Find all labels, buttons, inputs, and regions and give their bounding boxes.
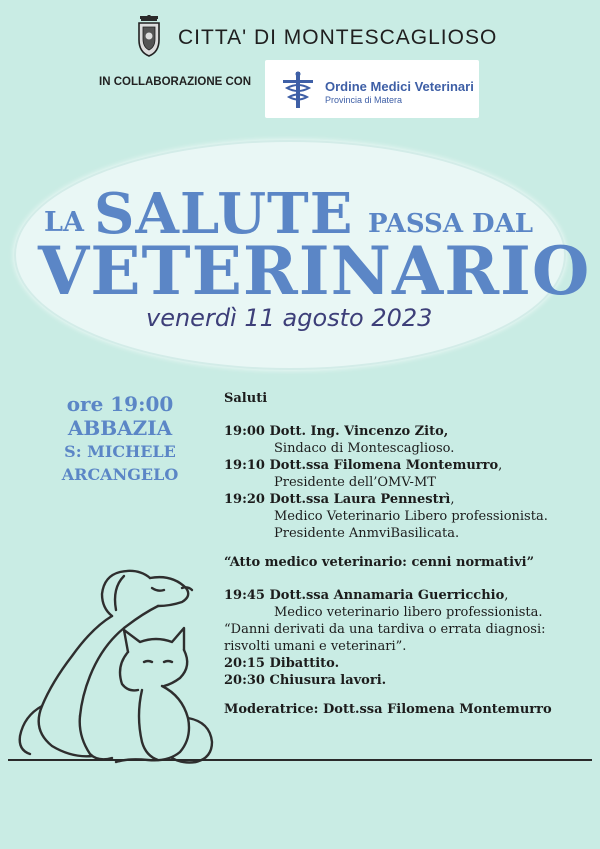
title-la: LA	[44, 207, 84, 238]
title-passa-dal: PASSA DAL	[368, 209, 534, 239]
venue-place: ABBAZIA	[67, 416, 173, 440]
program-item-2-comma: ,	[498, 458, 503, 473]
program-saluti: Saluti	[224, 391, 268, 406]
program-item-3-role-2: Presidente AnmviBasilicata.	[274, 526, 460, 541]
program-item-3-head	[224, 491, 594, 508]
program-item-3-name: 19:20 Dott.ssa Laura Pennestrì	[224, 492, 451, 507]
venue-time: ore 19:00	[66, 392, 174, 416]
program-item-4-talk-2: risvolti umani e veterinari”.	[224, 639, 407, 654]
title-veterinario: VETERINARIO	[38, 232, 591, 310]
program-item-4-talk-1: “Danni derivati da una tardiva o errata diagnosi:	[224, 622, 546, 637]
program-item-1-head: 19:00 Dott. Ing. Vincenzo Zito,	[224, 424, 449, 439]
program-item-2-role: Presidente dell’OMV-MT	[274, 475, 436, 490]
event-date: venerdì 11 agosto 2023	[146, 304, 433, 332]
program-item-4-role: Medico veterinario libero professionista.	[274, 605, 543, 620]
city-crest-icon	[136, 14, 162, 58]
venue-saint-line-1: S: MICHELE	[64, 442, 176, 461]
program-item-5: 20:15 Dibattito.	[224, 656, 340, 671]
program-item-1-role: Sindaco di Montescaglioso.	[274, 441, 455, 456]
program-item-4-head	[224, 587, 594, 604]
partner-logo	[265, 60, 479, 118]
city-title: CITTA' DI MONTESCAGLIOSO	[178, 26, 498, 49]
venue-saint-line-2: ARCANGELO	[61, 465, 179, 484]
program-topic: “Atto medico veterinario: cenni normativi”	[224, 555, 535, 570]
partner-province: Provincia di Matera	[325, 95, 403, 105]
program-item-4-comma: ,	[504, 588, 509, 603]
caduceus-icon	[277, 70, 319, 110]
title-salute: SALUTE	[94, 181, 354, 247]
program-item-2-name: 19:10 Dott.ssa Filomena Montemurro	[224, 458, 499, 473]
dog-and-cat-illustration-icon	[12, 566, 248, 776]
collaboration-label: IN COLLABORAZIONE CON	[99, 76, 252, 88]
program-item-3-comma: ,	[450, 492, 455, 507]
partner-name: Ordine Medici Veterinari	[325, 79, 474, 94]
ground-line	[8, 759, 592, 761]
program-item-4-name: 19:45 Dott.ssa Annamaria Guerricchio	[224, 588, 505, 603]
program-item-2-head	[224, 457, 594, 474]
program-item-3-role-1: Medico Veterinario Libero professionista.	[274, 509, 548, 524]
venue-block	[38, 392, 202, 486]
program-moderator: Moderatrice: Dott.ssa Filomena Montemurro	[224, 702, 552, 717]
program-item-6: 20:30 Chiusura lavori.	[224, 673, 387, 688]
program-list	[224, 390, 594, 718]
